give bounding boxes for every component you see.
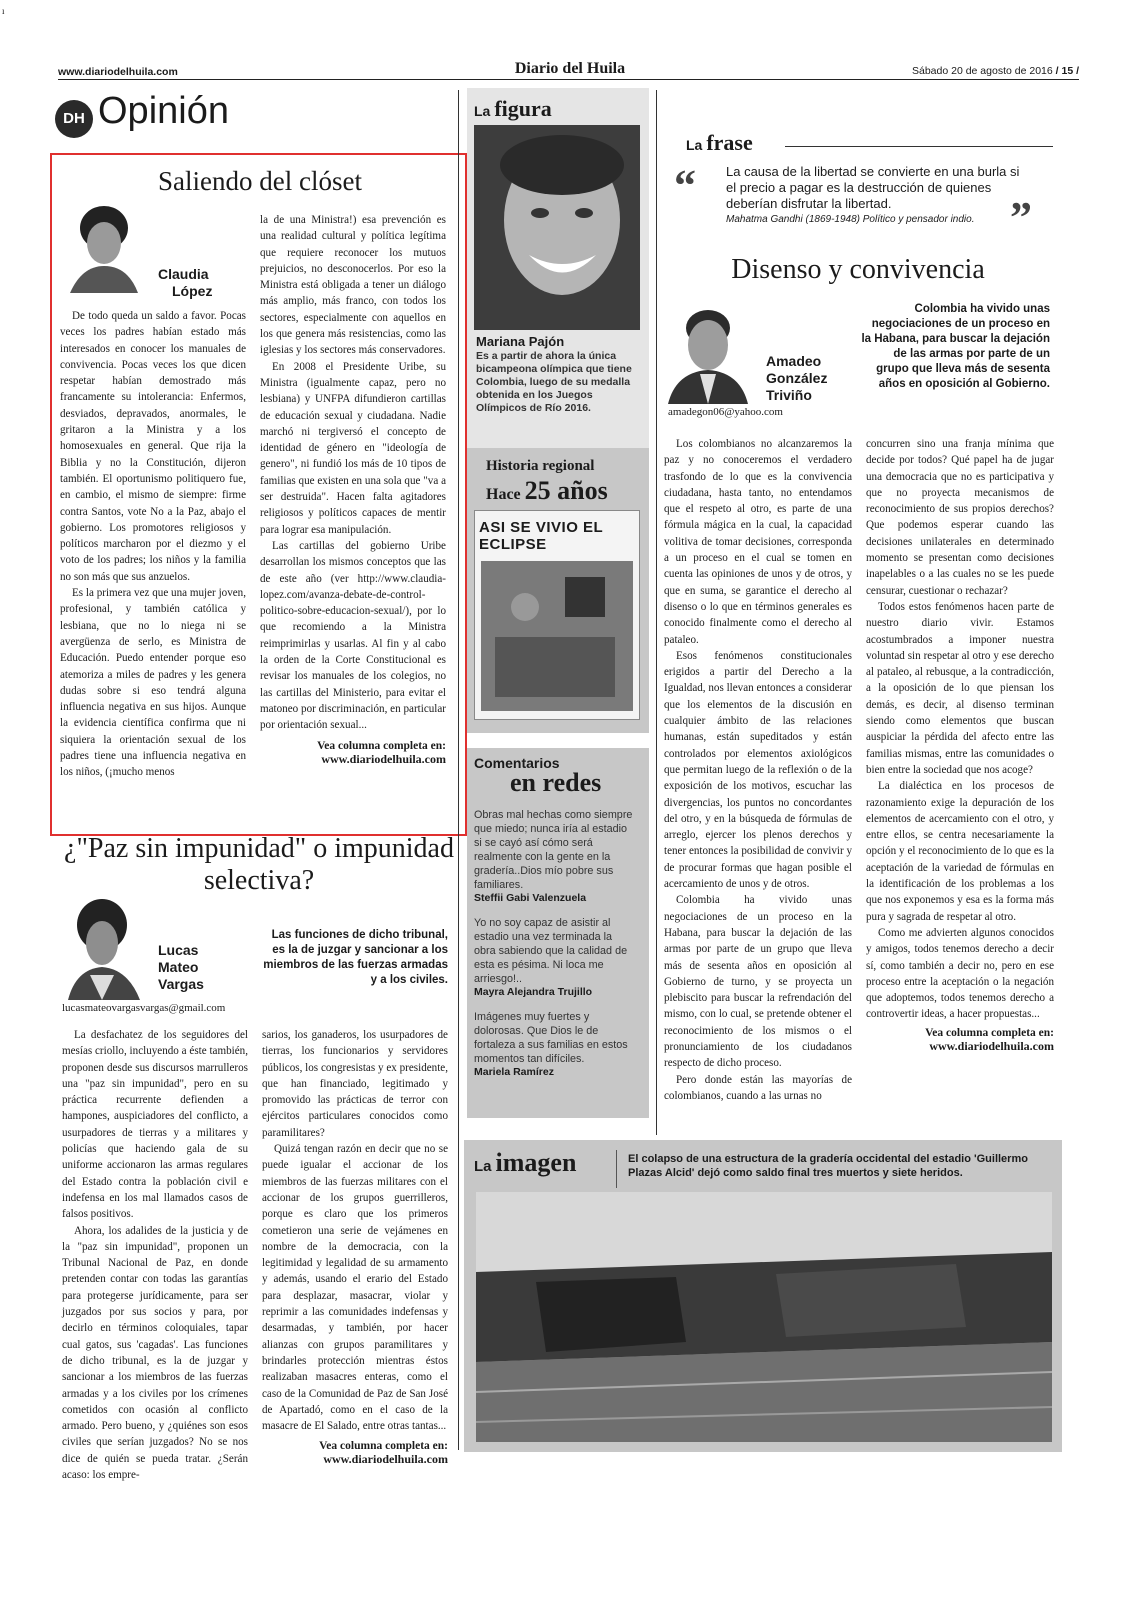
- historia-headline: ASI SE VIVIO EL ECLIPSE: [479, 519, 603, 553]
- section-title: Opinión: [98, 90, 229, 132]
- imagen-caption: El colapso de una estructura de la gradería occidental del estadio 'Guillermo Plazas Alcid' dejó como saldo final tres muertos y siete heridos.: [628, 1153, 1028, 1179]
- paragraph: sarios, los ganaderos, los usurpadores de tierras, los funcionarios y servidores públicos, los congresistas y ex presidente, que han financiado, legitimado y promovido las prácticas de terror con ejércitos particulares conocidos como paramilitares?: [262, 1029, 448, 1139]
- col1-text-b: [260, 212, 446, 767]
- col2-title: ¿"Paz sin impunidad" o impunidad selectiva?: [64, 833, 454, 896]
- author-photo: [666, 300, 750, 404]
- corner-mark: ı: [2, 6, 5, 16]
- open-quote-icon: “: [674, 161, 696, 210]
- imagen-photo: [476, 1192, 1052, 1442]
- paragraph: concurren sino una franja mínima que decide por todos? Qué papel ha de jugar una democracia que no es participativa y que no proyecta mecanismos de reconocimiento de sus propios derechos? Que podemos esperar cuando las decisiones unilaterales en determinado momento se presentan como decisiones inapelables o a las cuales no se les puede censurar, cuestionar o rechazar?: [866, 438, 1054, 597]
- col2-pullquote: Las funciones de dicho tribunal, es la de juzgar y sancionar a los miembros de las fuerzas armadas y a los civiles.: [263, 929, 448, 986]
- col1-text-a: [60, 308, 246, 781]
- imagen-heading: La imagen: [474, 1148, 577, 1177]
- col3-text-b: [866, 436, 1054, 1054]
- site-url[interactable]: www.diariodelhuila.com: [58, 66, 178, 78]
- redes-t2: en redes: [510, 768, 602, 797]
- col3-title: Disenso y convivencia: [731, 254, 985, 285]
- author-photo: [62, 895, 144, 1000]
- figura-name: Mariana Pajón: [476, 334, 565, 349]
- col2-text-b: [262, 1027, 448, 1467]
- col3-text-a: [664, 436, 852, 1104]
- comment: Yo no soy capaz de asistir al estadio una vez terminada la obra sabiendo que la calidad de esta es pésima. Ni loca me arriesgo!.. Mayra Alejandra Trujillo: [474, 917, 628, 998]
- figura-photo: [474, 125, 640, 330]
- paragraph: Como me advierten algunos conocidos y amigos, todos tenemos derecho a decir sí, como también a decir no, pero en ese proceso entre la aceptación o la negación que adoptemos, todos tenemos derecho a controvertir ideas, a hacer propuestas...: [866, 926, 1054, 1021]
- paragraph: Pero donde están las mayorías de colombianos, cuando a las urnas no: [664, 1073, 852, 1102]
- redes-t1: Comentarios: [474, 755, 560, 771]
- col3-pullquote: Colombia ha vivido unas negociaciones de un proceso en la Habana, para buscar la dejación de las armas por parte de un grupo que lleva más de sesenta años en oposición al Gobierno.: [861, 303, 1050, 390]
- col2-link[interactable]: www.diariodelhuila.com: [323, 1452, 448, 1467]
- col2-email[interactable]: lucasmateovargasvargas@gmail.com: [62, 1002, 226, 1014]
- paragraph: Ahora, los adalides de la justicia y de la "paz sin impunidad", proponen un Tribunal Nacional de Paz, en donde pretenden contar con todas las garantías para protegerse jurídicamente, para ser juzgados por sus socios y para, por decirlo en términos coloquiales, tapar cual gatos, sus 'cagadas'. Las funciones de dicho tribunal, es la de juzgar y sancionar a los miembros de las fuerzas armadas y a los civiles por los crímenes cometidos con ocasión al conflicto armado. Pero bueno, y ¿quiénes son esos civiles que serían juzgados? No se nos dice de quién se pueda tratar. ¿Serán acaso: los empre-: [62, 1224, 248, 1482]
- col3-email[interactable]: amadegon06@yahoo.com: [668, 406, 783, 418]
- paragraph: Es la primera vez que una mujer joven, profesional, y también católica y lesbiana, que no lo niega ni se avergüenza de serlo, es Ministra de Educación. Puedo entender porque eso atemoriza a miles de padres y les genera dudas sobre si eso tendrá alguna influencia negativa en sus hijos. Aunque la evidencia científica confirma que ni siquiera la orientación sexual de los padres tiene una influencia negativa en los niños, (¡mucho menos: [60, 587, 246, 779]
- col2-author: Lucas Mateo Vargas: [158, 942, 204, 992]
- paragraph: La desfachatez de los seguidores del mesías criollo, incluyendo a éste también, proponen desde sus discursos marrulleros una "paz sin impunidad", pero en su práctica recurrente defienden a hampones, auspiciadores del conflicto, a usurpadores de tierras y a militares y policías que haciendo gala de su uniforme accionaron las armas regulares del Estado contra la población civil e indefensa en los mal llamados casos de falsos positivos.: [62, 1029, 248, 1221]
- frase-source: Mahatma Gandhi (1869-1948) Político y pensador indio.: [726, 214, 975, 225]
- frase-text: La causa de la libertad se convierte en una burla si el precio a pagar es la destrucción de quienes deberían disfrutar la libertad.: [726, 164, 1020, 211]
- header-rule: [58, 79, 1079, 80]
- comment: Obras mal hechas como siempre que miedo; nunca iría al estadio si se cayó así cómo será realmente con la gente en la gradería..Dios mío pobre sus familiares. Steffii Gabi Valenzuela: [474, 809, 633, 904]
- paper-name: Diario del Huila: [514, 60, 626, 77]
- paragraph: Las cartillas del gobierno Uribe desarrollan los mismos conceptos que las de este año (ver http://www.claudia-lopez.com/avanza-debate-de-control-politico-sobre-educacion-sexual/), por lo que recomiendo a la Ministra reimprimirlas y usarlas. Al fin y al cabo la orden de la Corte Constitucional es revisar los manuales de los colegios, no las cartillas del Ministerio, para evitar el matoneo por discriminación, en particular por orientación sexual...: [260, 539, 446, 732]
- paragraph: Esos fenómenos constitucionales erigidos a partir del Derecho a la Igualdad, nos llevan entonces a considerar que los elementos de la discusión en cualquier ámbito de las relaciones humanas, están supeditados y están controlados por elementos axiológicos que permitan luego de la reflexión o de la exposición de los motivos, escuchar las divergencias, los puntos no concordantes del otro, y en la búsqueda de fórmulas de arreglo, ejercer los plenos derechos y tener entonces la posibilidad de convivir y de procurar formas que hagan posible el acercamiento de unos y de otros.: [664, 649, 852, 891]
- historia-clipping: [474, 510, 640, 720]
- historia-years: Hace 25 años: [486, 476, 608, 505]
- paragraph: La dialéctica en los procesos de razonamiento exige la depuración de los elementos de acercamiento con el otro, y entre ellos, se centra necesariamente la opción y el reconocimiento de lo que es la aceptación de la variedad de fórmulas en la identificación de los problemas a los que nos exponemos y esa es la forma más pura y sagrada de respetar al otro.: [866, 780, 1054, 923]
- col1-link[interactable]: www.diariodelhuila.com: [321, 751, 446, 766]
- paragraph: la de una Ministra!) esa prevención es una realidad cultural y política legítima que requiere reconocer los mutuos prejuicios, no desconocerlos. Por eso la Ministra está obligada a tener un diálogo más amplio, más franco, con todos los sectores, especialmente con aquellos en los que genera más resistencias, como las iglesias y los sectores más conservadores.: [260, 214, 446, 357]
- col2-text-a: [62, 1027, 248, 1483]
- column-rule: [656, 90, 657, 1135]
- col1-more: Vea columna completa en:: [317, 739, 446, 752]
- comment: Imágenes muy fuertes y dolorosas. Que Dios le de fortaleza a sus familias en estos momentos tan difíciles. Mariela Ramírez: [474, 1011, 628, 1078]
- section-logo: DH: [55, 100, 93, 138]
- col1-title: Saliendo del clóset: [158, 166, 362, 196]
- column-rule: [458, 90, 459, 1450]
- imagen-rule: [616, 1150, 617, 1188]
- paragraph: De todo queda un saldo a favor. Pocas veces los padres habían estado más interesados en conocer los manuales de convivencia. Pocas veces los que dicen respetar habían demostrado más francamente su intolerancia: Enfermos, desviados, depravados, anormales, le gritaron a la Ministra y a los homosexuales en general. Que rija la Biblia y no la Constitución, dijeron también. El oportunismo politiquero fue, en cambio, el mismo de siempre: firme contra Santos, vote No a la Paz, abajo el gobierno. Los promotores religiosos y políticos marcharon por el diezmo y el voto de los padres; los niños y la familia no son más que sus anzuelos.: [60, 310, 246, 583]
- col2-more: Vea columna completa en:: [319, 1440, 448, 1453]
- author-photo: [62, 188, 142, 293]
- date-page: Sábado 20 de agosto de 2016 / 15 /: [912, 65, 1079, 77]
- frase-rule: [785, 146, 1053, 147]
- historia-photo: [475, 557, 639, 727]
- frase-heading: La frase: [686, 130, 753, 155]
- close-quote-icon: ”: [1010, 193, 1032, 242]
- col3-author: Amadeo González Triviño: [766, 353, 828, 403]
- historia-title: Historia regional: [486, 458, 595, 474]
- col3-more: Vea columna completa en:: [925, 1026, 1054, 1039]
- paragraph: Los colombianos no alcanzaremos la paz y no conoceremos el verdadero trasfondo de lo que es la convivencia ciudadana, hasta tanto, no entendamos que el respeto al otro, es parte de una fórmula mágica en la cual, la capacidad volitiva de tomar decisiones, corresponda a un proceso en el cual se tomen en cuenta las opiniones de unos y de otros, y que en suma, se garantice el derecho al disenso o lo que en términos generales es conocido finalmente como el derecho al pataleo.: [664, 438, 852, 646]
- figura-caption: Es a partir de ahora la única bicampeona olímpica que tiene Colombia, luego de su medalla obtenida en los Juegos Olímpicos de Río 2016.: [476, 350, 632, 414]
- paragraph: Quizá tengan razón en decir que no se puede igualar el accionar de los miembros de las fuerzas militares con el accionar de los grupos guerrilleros, porque es claro que los primeros cometieron una serie de vejámenes en nombre de la democracia, con la legitimidad y legalidad de su armamento y además, usando el erario del Estado para desplazar, masacrar, violar y reprimir a las comunidades indefensas y desarmadas, y también, por hacer alianzas con grupos paramilitares y brindarles protección mientras éstos realizaban masacres enteras, como el caso de la Comunidad de Paz de San José de Apartadó, como en el caso de la masacre de El Salado, entre otras tantas...: [262, 1143, 448, 1433]
- comments-list: [474, 808, 636, 1078]
- figura-heading: La figura: [474, 96, 552, 121]
- col3-link[interactable]: www.diariodelhuila.com: [929, 1038, 1054, 1053]
- paragraph: Colombia ha vivido unas negociaciones de un proceso en la Habana, para buscar la dejación de las armas por parte de un grupo que lleva más de sesenta años en oposición al Gobierno de turno, y se proyecta un plebiscito para buscar la refrendación del mismo, con lo cual, se pretende obtener el reconocimiento de los mismos o el pronunciamiento de los ciudadanos respecto de dicho proceso.: [664, 894, 852, 1070]
- col1-author: Claudia López: [158, 266, 213, 299]
- paragraph: En 2008 el Presidente Uribe, su Ministra (igualmente capaz, pero no lesbiana) y UNFPA difundieron cartillas de educación sexual y ciudadana. Nadie marchó ni tergiversó el concepto de identidad de género en "ideología de genero", ni fundió los más de 10 tipos de familias que existen en una sola que "va a ser destruida". Hacen falta agitadores religiosos y políticos capaces de mentir para lograr esa manipulación.: [260, 360, 446, 536]
- paragraph: Todos estos fenómenos hacen parte de nuestro diario vivir. Estamos acostumbrados a imponer nuestra voluntad sin respetar al otro y ese derecho al pataleo, al rebusque, a la contradicción, a la oposición de lo que piensan los demás, es decir, al disenso terminan siendo como elementos que buscan auspiciar la pérdida del afecto entre las familias mismas, entre las comunidades o bien entre la sociedad que nos acoge?: [866, 600, 1054, 776]
